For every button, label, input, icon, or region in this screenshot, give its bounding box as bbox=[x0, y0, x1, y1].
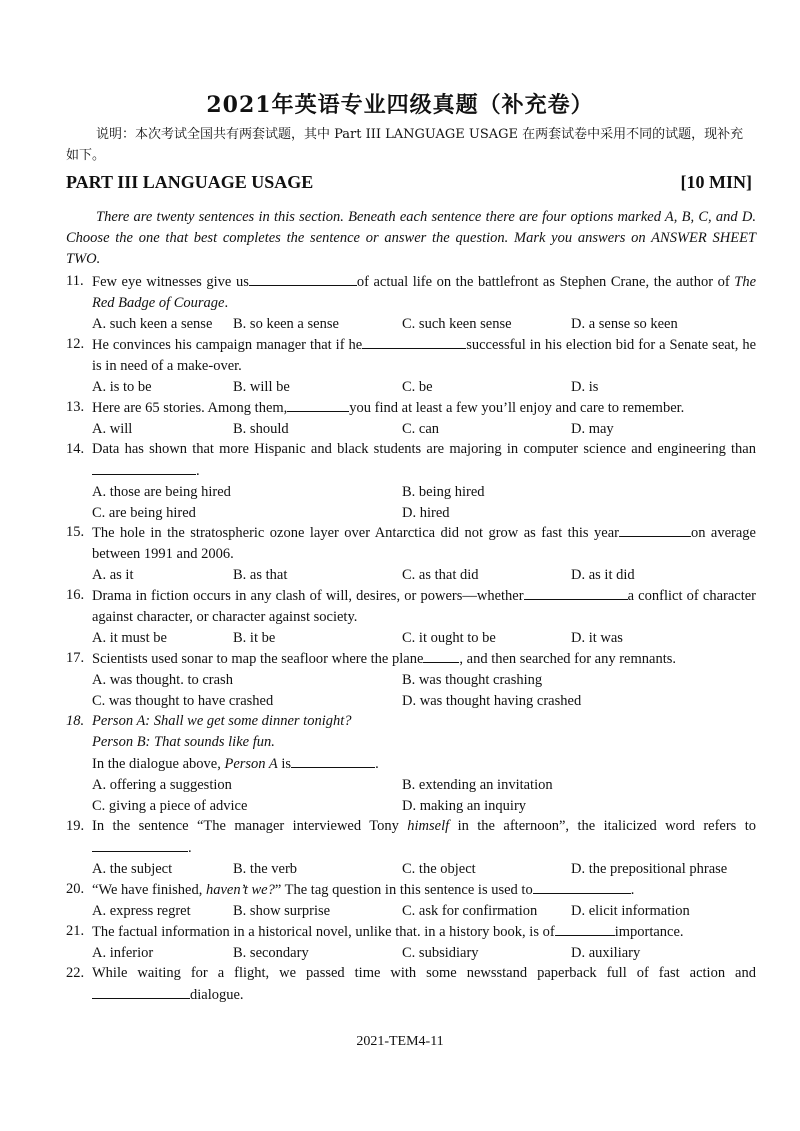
page-title: 2021年英语专业四级真题（补充卷） bbox=[206, 92, 594, 118]
option-c[interactable]: C. was thought to have crashed bbox=[92, 693, 274, 709]
part-header bbox=[66, 172, 752, 193]
question-number: 21. bbox=[66, 923, 85, 939]
question-13 bbox=[66, 397, 756, 440]
options bbox=[92, 314, 756, 335]
option-d[interactable]: D. as it did bbox=[571, 567, 635, 583]
question-20 bbox=[66, 879, 756, 922]
part-name: PART III LANGUAGE USAGE bbox=[66, 172, 314, 192]
option-b[interactable]: B. as that bbox=[233, 567, 288, 583]
option-a[interactable]: A. the subject bbox=[92, 861, 173, 877]
question-number: 14. bbox=[66, 441, 85, 457]
question-stem: Drama in fiction occurs in any clash of will, desires, or powers—whether a conflict of character against character, or character against society. bbox=[92, 585, 756, 628]
options bbox=[92, 943, 756, 964]
option-c[interactable]: C. subsidiary bbox=[402, 945, 479, 961]
option-b[interactable]: B. the verb bbox=[233, 861, 298, 877]
directions: There are twenty sentences in this section. Beneath each sentence there are four options marked A, B, C, and D. Choose the one that best completes the sentence or answer the question. Mark you answers on ANSWER SHEET TWO. bbox=[66, 209, 756, 267]
question-number: 16. bbox=[66, 587, 85, 603]
option-a[interactable]: A. as it bbox=[92, 567, 134, 583]
answer-blank[interactable] bbox=[92, 984, 190, 999]
question-number: 17. bbox=[66, 650, 85, 666]
question-stem: While waiting for a flight, we passed time with some newsstand paperback full of fast action and dialogue. bbox=[92, 965, 756, 1003]
question-stem: Few eye witnesses give us of actual life on the battlefront as Stephen Crane, the author of The Red Badge of Courage. bbox=[92, 271, 756, 314]
question-stem: The hole in the stratospheric ozone layer over Antarctica did not grow as fast this year on average between 1991 and 2006. bbox=[92, 522, 756, 565]
option-c[interactable]: C. are being hired bbox=[92, 505, 196, 521]
answer-blank[interactable] bbox=[92, 837, 188, 852]
option-d[interactable]: D. a sense so keen bbox=[571, 316, 678, 332]
option-d[interactable]: D. making an inquiry bbox=[402, 798, 527, 814]
question-22 bbox=[66, 963, 756, 1006]
dialogue-line-b: Person B: That sounds like fun. bbox=[92, 734, 275, 750]
option-a[interactable]: A. was thought. to crash bbox=[92, 672, 233, 688]
answer-blank[interactable] bbox=[555, 921, 615, 936]
question-21 bbox=[66, 921, 756, 964]
option-b[interactable]: B. will be bbox=[233, 379, 290, 395]
question-stem: Scientists used sonar to map the seafloor where the plane , and then searched for any remnants. bbox=[92, 648, 756, 670]
option-b[interactable]: B. was thought crashing bbox=[402, 672, 543, 688]
question-stem: Here are 65 stories. Among them, you find at least a few you’ll enjoy and care to remember. bbox=[92, 397, 756, 419]
question-11 bbox=[66, 271, 756, 335]
option-a[interactable]: A. express regret bbox=[92, 903, 191, 919]
options bbox=[92, 859, 756, 880]
option-a[interactable]: A. inferior bbox=[92, 945, 154, 961]
page-footer: 2021-TEM4-11 bbox=[356, 1034, 444, 1049]
answer-blank[interactable] bbox=[423, 648, 459, 663]
option-a[interactable]: A. will bbox=[92, 421, 133, 437]
question-stem: “We have finished, haven’t we?” The tag question in this sentence is used to . bbox=[92, 879, 756, 901]
question-number: 22. bbox=[66, 965, 85, 981]
question-number: 12. bbox=[66, 336, 85, 352]
option-a[interactable]: A. is to be bbox=[92, 379, 152, 395]
answer-blank[interactable] bbox=[287, 397, 349, 412]
option-b[interactable]: B. extending an invitation bbox=[402, 777, 553, 793]
option-d[interactable]: D. auxiliary bbox=[571, 945, 641, 961]
question-15 bbox=[66, 522, 756, 586]
dialogue-line-a: Person A: Shall we get some dinner tonight? bbox=[92, 713, 352, 729]
option-d[interactable]: D. may bbox=[571, 421, 614, 437]
question-number: 18. bbox=[66, 713, 85, 729]
answer-blank[interactable] bbox=[619, 522, 691, 537]
option-d[interactable]: D. hired bbox=[402, 505, 450, 521]
option-a[interactable]: A. offering a suggestion bbox=[92, 777, 232, 793]
option-d[interactable]: D. is bbox=[571, 379, 599, 395]
answer-blank[interactable] bbox=[362, 334, 466, 349]
option-a[interactable]: A. those are being hired bbox=[92, 484, 231, 500]
answer-blank[interactable] bbox=[524, 585, 628, 600]
options bbox=[92, 628, 756, 649]
option-b[interactable]: B. it be bbox=[233, 630, 276, 646]
option-c[interactable]: C. can bbox=[402, 421, 440, 437]
question-stem: In the sentence “The manager interviewed Tony himself in the afternoon”, the italicized word refers to. bbox=[92, 818, 757, 856]
option-a[interactable]: A. it must be bbox=[92, 630, 167, 646]
option-c[interactable]: C. it ought to be bbox=[402, 630, 496, 646]
option-b[interactable]: B. secondary bbox=[233, 945, 309, 961]
options bbox=[92, 482, 756, 524]
options bbox=[92, 670, 756, 712]
option-b[interactable]: B. so keen a sense bbox=[233, 316, 339, 332]
option-d[interactable]: D. was thought having crashed bbox=[402, 693, 582, 709]
question-18 bbox=[66, 711, 756, 817]
question-stem: The factual information in a historical novel, unlike that. in a history book, is of importance. bbox=[92, 921, 756, 943]
question-stem: Data has shown that more Hispanic and black students are majoring in computer science and engineering than. bbox=[92, 441, 756, 479]
options bbox=[92, 565, 756, 586]
answer-blank[interactable] bbox=[249, 271, 357, 286]
question-17 bbox=[66, 648, 756, 712]
option-a[interactable]: A. such keen a sense bbox=[92, 316, 213, 332]
question-14 bbox=[66, 439, 756, 524]
part-time: [10 MIN] bbox=[680, 172, 752, 192]
option-c[interactable]: C. ask for confirmation bbox=[402, 903, 538, 919]
options bbox=[92, 419, 756, 440]
option-c[interactable]: C. giving a piece of advice bbox=[92, 798, 248, 814]
question-16 bbox=[66, 585, 756, 649]
question-19 bbox=[66, 816, 756, 880]
option-d[interactable]: D. elicit information bbox=[571, 903, 690, 919]
question-number: 15. bbox=[66, 524, 85, 540]
option-d[interactable]: D. it was bbox=[571, 630, 623, 646]
option-c[interactable]: C. as that did bbox=[402, 567, 479, 583]
question-number: 11. bbox=[66, 273, 84, 289]
options bbox=[92, 377, 756, 398]
option-b[interactable]: B. should bbox=[233, 421, 289, 437]
question-number: 13. bbox=[66, 399, 85, 415]
answer-blank[interactable] bbox=[291, 753, 375, 768]
question-number: 19. bbox=[66, 818, 85, 834]
option-b[interactable]: B. show surprise bbox=[233, 903, 331, 919]
option-c[interactable]: C. such keen sense bbox=[402, 316, 512, 332]
question-stem: In the dialogue above, Person A is . bbox=[92, 753, 756, 775]
answer-blank[interactable] bbox=[533, 879, 631, 894]
option-c[interactable]: C. the object bbox=[402, 861, 476, 877]
question-stem: He convinces his campaign manager that if he successful in his election bid for a Senate seat, he is in need of a make-over. bbox=[92, 334, 756, 377]
question-12 bbox=[66, 334, 756, 398]
option-c[interactable]: C. be bbox=[402, 379, 433, 395]
exam-note: 说明：本次考试全国共有两套试题，其中 Part III LANGUAGE USAGE 在两套试卷中采用不同的试题，现补充如下。 bbox=[66, 127, 744, 163]
options bbox=[92, 775, 756, 817]
option-b[interactable]: B. being hired bbox=[402, 484, 485, 500]
question-number: 20. bbox=[66, 881, 85, 897]
option-d[interactable]: D. the prepositional phrase bbox=[571, 861, 728, 877]
options bbox=[92, 901, 756, 922]
answer-blank[interactable] bbox=[92, 460, 196, 475]
